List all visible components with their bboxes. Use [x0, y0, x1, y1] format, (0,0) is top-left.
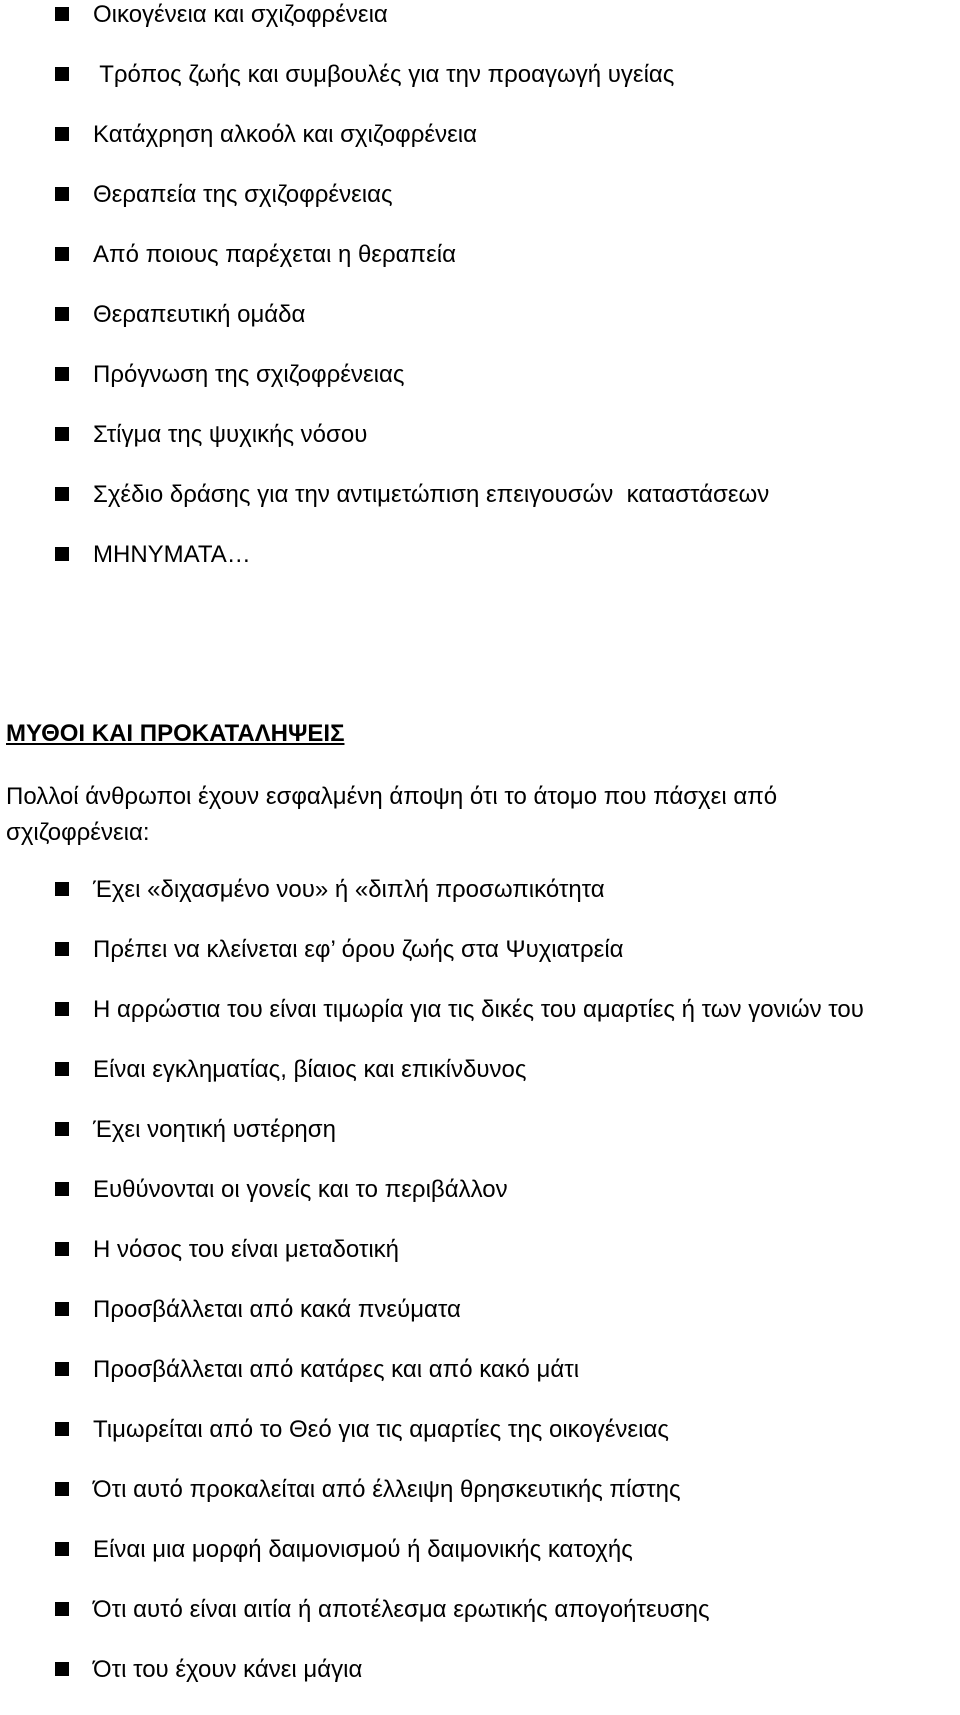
square-bullet-icon — [55, 882, 69, 896]
square-bullet-icon — [55, 1662, 69, 1676]
list-item-text: Έχει «διχασμένο νου» ή «διπλή προσωπικότητα — [93, 876, 605, 903]
list-item — [0, 1475, 960, 1535]
list-item — [0, 360, 960, 420]
list-item-text: Η νόσος του είναι μεταδοτική — [93, 1236, 399, 1263]
list-item-text: Πρόγνωση της σχιζοφρένειας — [93, 361, 405, 388]
list-item — [0, 420, 960, 480]
list-item — [0, 1115, 960, 1175]
list-item — [0, 1235, 960, 1295]
list-item — [0, 1175, 960, 1235]
list-item-text: Οικογένεια και σχιζοφρένεια — [93, 1, 388, 28]
square-bullet-icon — [55, 1482, 69, 1496]
list-item-text: Έχει νοητική υστέρηση — [93, 1116, 336, 1143]
list-item-text: Πρέπει να κλείνεται εφ’ όρου ζωής στα Ψυχιατρεία — [93, 936, 624, 963]
square-bullet-icon — [55, 247, 69, 261]
list-item-text: ΜΗΝΥΜΑΤΑ… — [93, 541, 251, 568]
list-item-text: Στίγμα της ψυχικής νόσου — [93, 421, 368, 448]
list-item-text: Θεραπευτική ομάδα — [93, 301, 306, 328]
topics-list — [0, 0, 960, 600]
myths-heading: ΜΥΘΟΙ ΚΑΙ ΠΡΟΚΑΤΑΛΗΨΕΙΣ — [6, 720, 345, 747]
list-item — [0, 180, 960, 240]
list-item — [0, 120, 960, 180]
list-item-text: Σχέδιο δράσης για την αντιμετώπιση επειγουσών καταστάσεων — [93, 481, 770, 508]
list-item-text: Από ποιους παρέχεται η θεραπεία — [93, 241, 456, 268]
list-item — [0, 1415, 960, 1475]
list-item — [0, 0, 960, 60]
list-item — [0, 1055, 960, 1115]
square-bullet-icon — [55, 1062, 69, 1076]
list-item-text: Προσβάλλεται από κακά πνεύματα — [93, 1296, 461, 1323]
list-item-text: Προσβάλλεται από κατάρες και από κακό μάτι — [93, 1356, 580, 1383]
square-bullet-icon — [55, 1302, 69, 1316]
list-item — [0, 1595, 960, 1655]
list-item — [0, 240, 960, 300]
list-item — [0, 1655, 960, 1715]
square-bullet-icon — [55, 1542, 69, 1556]
square-bullet-icon — [55, 942, 69, 956]
list-item — [0, 1355, 960, 1415]
list-item — [0, 995, 960, 1055]
list-item — [0, 300, 960, 360]
list-item-text: Ότι αυτό προκαλείται από έλλειψη θρησκευτικής πίστης — [93, 1476, 681, 1503]
list-item-text: Τιμωρείται από το Θεό για τις αμαρτίες της οικογένειας — [93, 1416, 669, 1443]
square-bullet-icon — [55, 1242, 69, 1256]
square-bullet-icon — [55, 427, 69, 441]
list-item — [0, 480, 960, 540]
square-bullet-icon — [55, 187, 69, 201]
list-item-text: Κατάχρηση αλκοόλ και σχιζοφρένεια — [93, 121, 477, 148]
list-item-text: Είναι εγκληματίας, βίαιος και επικίνδυνος — [93, 1056, 527, 1083]
list-item-text: Είναι μια μορφή δαιμονισμού ή δαιμονικής κατοχής — [93, 1536, 633, 1563]
square-bullet-icon — [55, 1182, 69, 1196]
list-item — [0, 540, 960, 600]
square-bullet-icon — [55, 487, 69, 501]
list-item — [0, 1535, 960, 1595]
square-bullet-icon — [55, 547, 69, 561]
myths-list — [0, 875, 960, 1715]
square-bullet-icon — [55, 1602, 69, 1616]
list-item — [0, 1295, 960, 1355]
list-item-text: Τρόπος ζωής και συμβουλές για την προαγωγή υγείας — [93, 61, 675, 88]
square-bullet-icon — [55, 307, 69, 321]
list-item — [0, 935, 960, 995]
square-bullet-icon — [55, 127, 69, 141]
list-item-text: Θεραπεία της σχιζοφρένειας — [93, 181, 393, 208]
square-bullet-icon — [55, 367, 69, 381]
list-item-text: Ότι του έχουν κάνει μάγια — [93, 1656, 363, 1683]
square-bullet-icon — [55, 1002, 69, 1016]
square-bullet-icon — [55, 7, 69, 21]
list-item-text: Ευθύνονται οι γονείς και το περιβάλλον — [93, 1176, 508, 1203]
square-bullet-icon — [55, 1362, 69, 1376]
list-item — [0, 60, 960, 120]
list-item — [0, 875, 960, 935]
square-bullet-icon — [55, 1122, 69, 1136]
list-item-text: Η αρρώστια του είναι τιμωρία για τις δικές του αμαρτίες ή των γονιών του — [93, 996, 864, 1023]
myths-intro: Πολλοί άνθρωποι έχουν εσφαλμένη άποψη ότι το άτομο που πάσχει από σχιζοφρένεια: — [6, 783, 778, 846]
square-bullet-icon — [55, 67, 69, 81]
square-bullet-icon — [55, 1422, 69, 1436]
list-item-text: Ότι αυτό είναι αιτία ή αποτέλεσμα ερωτικής απογοήτευσης — [93, 1596, 710, 1623]
